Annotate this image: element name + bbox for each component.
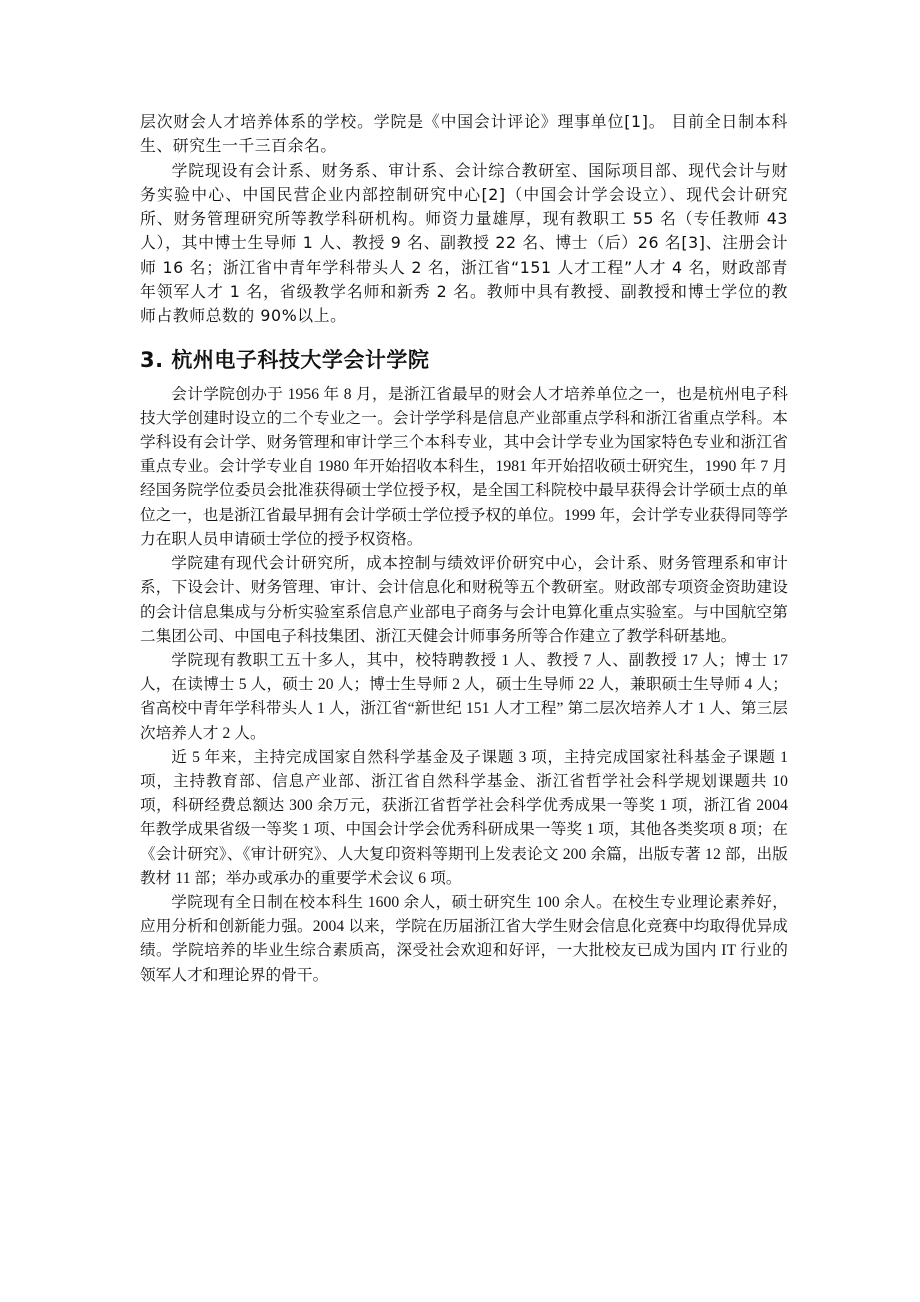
intro-paragraph-2: 学院现设有会计系、财务系、审计系、会计综合教研室、国际项目部、现代会计与财务实验中心、中国民营企业内部控制研究中心[2]（中国会计学会设立）、现代会计研究所、财务管理研究所等教学科研机构。师资力量雄厚，现有教职工 55 名（专任教师 43 人），其中博士生导师 1 人、教授 9 名、副教授 22 名、博士（后）26 名[3]、注册会计师 16 名；浙江省中青年学科带头人 2 名，浙江省“151 人才工程”人才 4 名，财政部青年领军人才 1 名，省级教学名师和新秀 2 名。教师中具有教授、副教授和博士学位的教师占教师总数的 90%以上。 bbox=[140, 160, 788, 326]
document-page bbox=[140, 110, 788, 988]
section-body bbox=[140, 383, 788, 988]
section-paragraph-3: 学院现有教职工五十多人，其中，校特聘教授 1 人、教授 7 人、副教授 17 人；博士 17 人，在读博士 5 人，硕士 20 人；博士生导师 2 人，硕士生导师 22 人，兼职硕士生导师 4 人；省高校中青年学科带头人 1 人，浙江省“新世纪 151 人才工程” 第二层次培养人才 1 人、第三层次培养人才 2 人。 bbox=[140, 651, 788, 742]
section-paragraph-2: 学院建有现代会计研究所，成本控制与绩效评价研究中心，会计系、财务管理系和审计系，下设会计、财务管理、审计、会计信息化和财税等五个教研室。财政部专项资金资助建设的会计信息集成与分析实验室系信息产业部电子商务与会计电算化重点实验室。与中国航空第二集团公司、中国电子科技集团、浙江天健会计师事务所等合作建立了教学科研基地。 bbox=[140, 555, 788, 645]
section-paragraph-4: 近 5 年来，主持完成国家自然科学基金及子课题 3 项，主持完成国家社科基金子课题 1 项，主持教育部、信息产业部、浙江省自然科学基金、浙江省哲学社会科学规划课题共 10 项，科研经费总额达 300 余万元，获浙江省哲学社会科学优秀成果一等奖 1 项，浙江省 2004 年教学成果省级一等奖 1 项、中国会计学会优秀科研成果一等奖 1 项，其他各类奖项 8 项；在《会计研究》、《审计研究》、人大复印资料等期刊上发表论文 200 余篇，出版专著 12 部，出版教材 11 部；举办或承办的重要学术会议 6 项。 bbox=[140, 748, 788, 887]
section-heading: 3. 杭州电子科技大学会计学院 bbox=[140, 347, 430, 372]
section-paragraph-5: 学院现有全日制在校本科生 1600 余人，硕士研究生 100 余人。在校生专业理论素养好，应用分析和创新能力强。2004 以来，学院在历届浙江省大学生财会信息化竞赛中均取得优异成绩。学院培养的毕业生综合素质高，深受社会欢迎和好评，一大批校友已成为国内 IT 行业的领军人才和理论界的骨干。 bbox=[140, 893, 788, 984]
intro-paragraph-1: 层次财会人才培养体系的学校。学院是《中国会计评论》理事单位[1]。 目前全日制本科生、研究生一千三百余名。 bbox=[140, 112, 788, 156]
section-paragraph-1: 会计学院创办于 1956 年 8 月，是浙江省最早的财会人才培养单位之一，也是杭州电子科技大学创建时设立的二个专业之一。会计学学科是信息产业部重点学科和浙江省重点学科。本学科设有会计学、财务管理和审计学三个本科专业，其中会计学专业为国家特色专业和浙江省重点专业。会计学专业自 1980 年开始招收本科生，1981 年开始招收硕士研究生，1990 年 7 月经国务院学位委员会批准获得硕士学位授予权，是全国工科院校中最早获得会计学硕士点的单位之一，也是浙江省最早拥有会计学硕士学位授予权的单位。1999 年，会计学专业获得同等学力在职人员申请硕士学位的授予权资格。 bbox=[140, 385, 788, 548]
